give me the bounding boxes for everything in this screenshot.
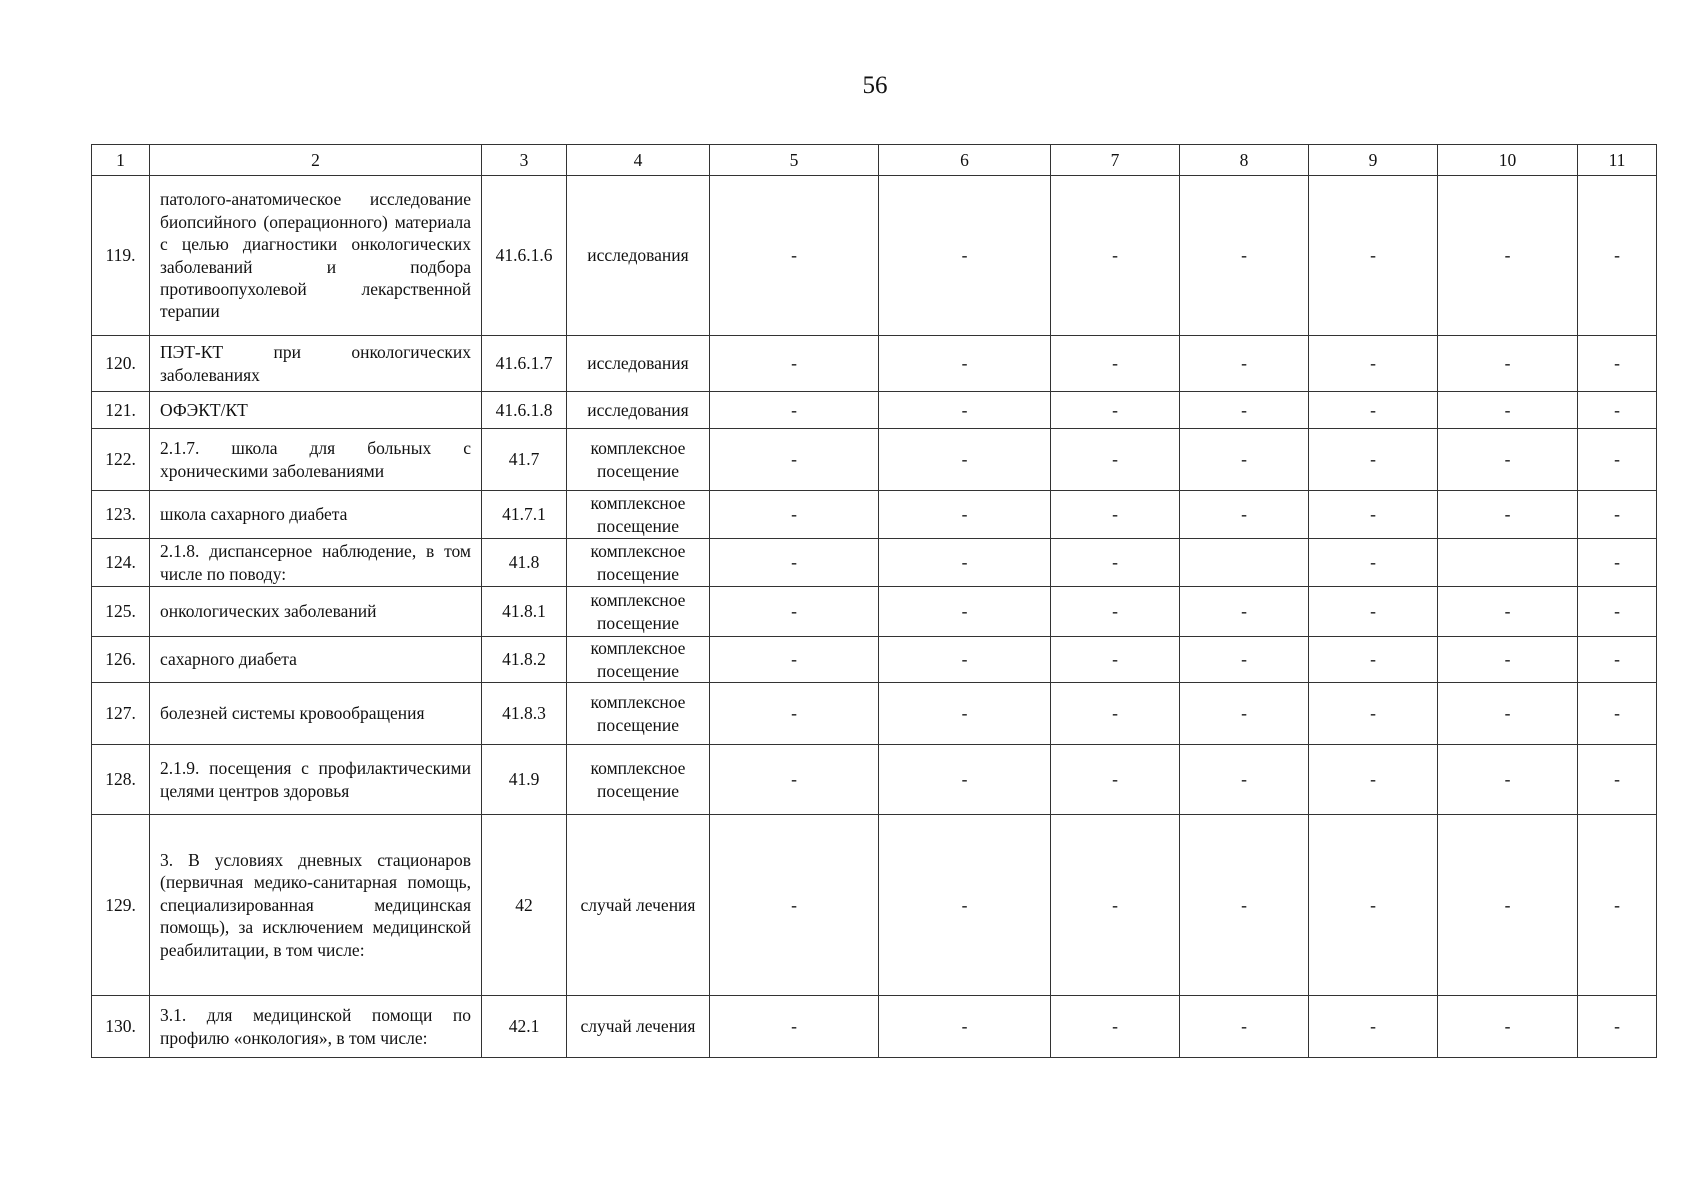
row-value-cell: - (710, 637, 879, 683)
row-code-cell: 41.8 (482, 539, 567, 587)
table-row (92, 587, 1657, 637)
page-number: 56 (862, 72, 888, 99)
row-value-cell: - (1309, 745, 1438, 815)
table-row (92, 176, 1657, 336)
row-value-cell: - (1438, 637, 1578, 683)
row-value-cell: - (1578, 176, 1657, 336)
row-value-cell: - (1051, 745, 1180, 815)
row-unit-cell: комплексное посещение (567, 587, 710, 637)
row-value-cell: - (710, 815, 879, 996)
row-unit-cell: случай лечения (567, 815, 710, 996)
row-value-cell: - (1309, 815, 1438, 996)
row-unit-cell: комплексное посещение (567, 491, 710, 539)
row-value-cell: - (1309, 683, 1438, 745)
row-unit-cell: комплексное посещение (567, 539, 710, 587)
row-name-cell: ОФЭКТ/КТ (150, 392, 482, 429)
row-value-cell: - (710, 392, 879, 429)
row-value-cell: - (879, 815, 1051, 996)
row-value-cell: - (1309, 996, 1438, 1058)
row-unit-cell: исследования (567, 336, 710, 392)
row-value-cell: - (1309, 336, 1438, 392)
row-number-cell: 130. (92, 996, 150, 1058)
row-number-cell: 129. (92, 815, 150, 996)
row-value-cell: - (1438, 491, 1578, 539)
row-value-cell: - (1309, 491, 1438, 539)
row-value-cell: - (1180, 587, 1309, 637)
row-value-cell: - (879, 392, 1051, 429)
row-unit-cell: исследования (567, 392, 710, 429)
row-value-cell: - (1578, 637, 1657, 683)
row-value-cell: - (879, 176, 1051, 336)
row-number-cell: 127. (92, 683, 150, 745)
row-value-cell: - (1309, 429, 1438, 491)
row-value-cell (1180, 539, 1309, 587)
table-body (92, 176, 1657, 1058)
row-unit-cell: комплексное посещение (567, 745, 710, 815)
row-value-cell: - (1180, 683, 1309, 745)
row-value-cell: - (879, 745, 1051, 815)
row-value-cell: - (879, 996, 1051, 1058)
table-row (92, 745, 1657, 815)
row-value-cell: - (1438, 429, 1578, 491)
row-value-cell: - (710, 745, 879, 815)
row-value-cell: - (710, 539, 879, 587)
row-value-cell: - (1051, 176, 1180, 336)
row-value-cell: - (710, 996, 879, 1058)
row-value-cell: - (1051, 392, 1180, 429)
row-value-cell: - (710, 176, 879, 336)
row-value-cell: - (1578, 745, 1657, 815)
row-value-cell: - (1578, 815, 1657, 996)
row-value-cell: - (1578, 683, 1657, 745)
row-unit-cell: исследования (567, 176, 710, 336)
row-value-cell: - (1578, 491, 1657, 539)
row-code-cell: 41.8.1 (482, 587, 567, 637)
row-name-cell: болезней системы кровообращения (150, 683, 482, 745)
row-code-cell: 41.8.3 (482, 683, 567, 745)
row-value-cell: - (1578, 587, 1657, 637)
row-value-cell: - (1051, 336, 1180, 392)
table-row (92, 539, 1657, 587)
row-value-cell: - (1309, 392, 1438, 429)
row-unit-cell: комплексное посещение (567, 637, 710, 683)
row-number-cell: 124. (92, 539, 150, 587)
row-value-cell: - (879, 637, 1051, 683)
row-value-cell: - (1180, 745, 1309, 815)
row-value-cell: - (710, 683, 879, 745)
table-row (92, 996, 1657, 1058)
row-value-cell: - (1051, 637, 1180, 683)
row-value-cell: - (710, 336, 879, 392)
column-header: 1 (92, 145, 150, 176)
row-value-cell: - (1180, 815, 1309, 996)
row-value-cell: - (1051, 539, 1180, 587)
row-name-cell: сахарного диабета (150, 637, 482, 683)
row-value-cell: - (1051, 587, 1180, 637)
row-number-cell: 120. (92, 336, 150, 392)
row-value-cell: - (710, 491, 879, 539)
row-value-cell: - (710, 429, 879, 491)
row-value-cell (1438, 539, 1578, 587)
row-name-cell: онкологических заболеваний (150, 587, 482, 637)
row-value-cell: - (1180, 491, 1309, 539)
row-value-cell: - (1180, 336, 1309, 392)
row-number-cell: 126. (92, 637, 150, 683)
row-code-cell: 41.7.1 (482, 491, 567, 539)
row-number-cell: 122. (92, 429, 150, 491)
row-value-cell: - (879, 336, 1051, 392)
row-value-cell: - (879, 491, 1051, 539)
row-name-cell: патолого-анатомическое исследование биопсийного (операционного) материала с целью диагностики онкологических заболеваний и подбора противоопухолевой лекарственной терапии (150, 176, 482, 336)
row-value-cell: - (879, 587, 1051, 637)
row-value-cell: - (1309, 587, 1438, 637)
row-value-cell: - (1438, 336, 1578, 392)
data-table (91, 144, 1657, 1058)
row-value-cell: - (710, 587, 879, 637)
row-name-cell: 3. В условиях дневных стационаров (первичная медико-санитарная помощь, специализированная медицинская помощь), за исключением медицинской реабилитации, в том числе: (150, 815, 482, 996)
row-value-cell: - (1051, 491, 1180, 539)
row-name-cell: 2.1.9. посещения с профилактическими целями центров здоровья (150, 745, 482, 815)
column-header: 5 (710, 145, 879, 176)
row-name-cell: 2.1.7. школа для больных с хроническими заболеваниями (150, 429, 482, 491)
table-row (92, 637, 1657, 683)
row-value-cell: - (1180, 637, 1309, 683)
row-value-cell: - (1180, 996, 1309, 1058)
row-name-cell: 3.1. для медицинской помощи по профилю «онкология», в том числе: (150, 996, 482, 1058)
row-code-cell: 41.9 (482, 745, 567, 815)
table-row (92, 429, 1657, 491)
column-header: 11 (1578, 145, 1657, 176)
row-value-cell: - (1438, 176, 1578, 336)
table-row (92, 683, 1657, 745)
row-number-cell: 125. (92, 587, 150, 637)
column-header: 6 (879, 145, 1051, 176)
row-value-cell: - (1438, 392, 1578, 429)
row-value-cell: - (1578, 336, 1657, 392)
column-header: 3 (482, 145, 567, 176)
row-value-cell: - (1309, 176, 1438, 336)
column-header: 8 (1180, 145, 1309, 176)
row-value-cell: - (1180, 429, 1309, 491)
row-unit-cell: комплексное посещение (567, 429, 710, 491)
row-unit-cell: случай лечения (567, 996, 710, 1058)
row-value-cell: - (1438, 683, 1578, 745)
row-value-cell: - (1578, 392, 1657, 429)
row-value-cell: - (1438, 745, 1578, 815)
row-number-cell: 123. (92, 491, 150, 539)
row-name-cell: школа сахарного диабета (150, 491, 482, 539)
table-row (92, 392, 1657, 429)
row-value-cell: - (1438, 587, 1578, 637)
row-code-cell: 41.6.1.8 (482, 392, 567, 429)
row-value-cell: - (879, 683, 1051, 745)
row-value-cell: - (1051, 996, 1180, 1058)
row-value-cell: - (1309, 539, 1438, 587)
table-row (92, 491, 1657, 539)
row-value-cell: - (1578, 996, 1657, 1058)
row-code-cell: 41.6.1.6 (482, 176, 567, 336)
column-header: 2 (150, 145, 482, 176)
row-value-cell: - (879, 539, 1051, 587)
row-unit-cell: комплексное посещение (567, 683, 710, 745)
row-value-cell: - (1438, 815, 1578, 996)
row-value-cell: - (1180, 176, 1309, 336)
row-name-cell: 2.1.8. диспансерное наблюдение, в том числе по поводу: (150, 539, 482, 587)
row-value-cell: - (1180, 392, 1309, 429)
row-value-cell: - (1051, 429, 1180, 491)
row-code-cell: 41.8.2 (482, 637, 567, 683)
row-value-cell: - (1051, 815, 1180, 996)
column-header: 7 (1051, 145, 1180, 176)
row-number-cell: 119. (92, 176, 150, 336)
row-number-cell: 121. (92, 392, 150, 429)
row-name-cell: ПЭТ-КТ при онкологических заболеваниях (150, 336, 482, 392)
table-header-row (92, 145, 1657, 176)
column-header: 9 (1309, 145, 1438, 176)
row-code-cell: 41.7 (482, 429, 567, 491)
row-value-cell: - (1578, 429, 1657, 491)
column-header: 4 (567, 145, 710, 176)
row-code-cell: 41.6.1.7 (482, 336, 567, 392)
column-header: 10 (1438, 145, 1578, 176)
row-value-cell: - (1309, 637, 1438, 683)
row-value-cell: - (1578, 539, 1657, 587)
row-number-cell: 128. (92, 745, 150, 815)
row-code-cell: 42.1 (482, 996, 567, 1058)
row-value-cell: - (1438, 996, 1578, 1058)
row-code-cell: 42 (482, 815, 567, 996)
table-row (92, 336, 1657, 392)
row-value-cell: - (879, 429, 1051, 491)
row-value-cell: - (1051, 683, 1180, 745)
table-row (92, 815, 1657, 996)
